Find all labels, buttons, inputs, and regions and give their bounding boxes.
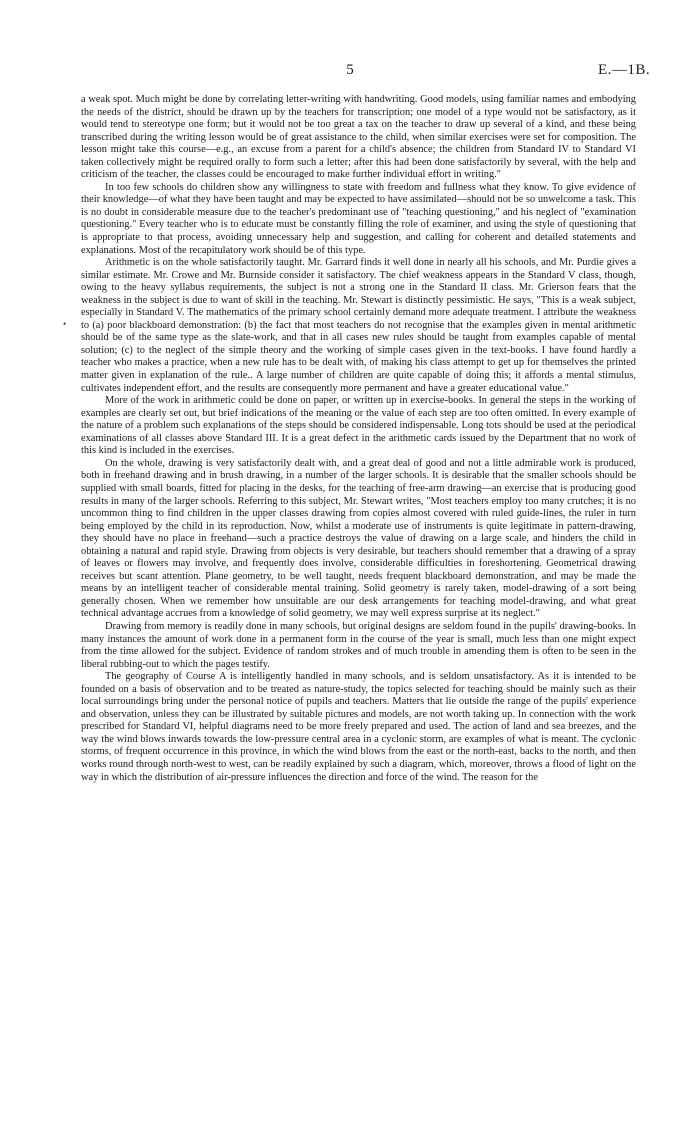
page-header [0,62,700,82]
document-reference: E.—1B. [598,62,651,78]
paragraph: In too few schools do children show any willingness to state with freedom and fullness what they know. To give evidence of their knowledge—of what they have been taught and may be expected to have assimilated—should not be so unwelcome a task. This is no doubt in considerable measure due to the teacher's predominant use of "teaching questioning," and his neglect of "examination questioning." Every teacher who is to educate must be constantly filling the role of examiner, and using the style of questioning that is appropriate to that process, avoiding unnecessary help and suggestion, and calling for coherent and detailed statements and explanations. Most of the recapitulatory work should be of this type. [81,181,636,256]
body-text [81,94,636,784]
paragraph: On the whole, drawing is very satisfactorily dealt with, and a great deal of good and not a little admirable work is produced, both in freehand drawing and in brush drawing, in a number of the larger schools. It is desirable that the smaller schools should be supplied with small boards, fitted for placing in the desks, for the teaching of free-arm drawing—an exercise that is producing good results in many of the larger schools. Referring to this subject, Mr. Stewart writes, "Most teachers employ too many crutches; it is no uncommon thing to find children in the upper classes drawing from copies almost covered with ruled guide-lines, the ruler in turn being employed by the child in its reproduction. Now, whilst a moderate use of instruments is quite legitimate in pattern-drawing, they should have no place in freehand—such a practice destroys the value of drawing on a large scale, and hinders the child in obtaining a natural and rapid style. Drawing from objects is very desirable, but teachers should remember that a drawing of a spray of leaves or flowers may involve, and frequently does involve, considerable difficulties in foreshortening. Geometrical drawing receives but scant attention. Plane geometry, to be well taught, needs frequent blackboard demonstration, and may be made the means by an intelligent teacher of considerable mental training. Solid geometry is rarely taken, model-drawing of a sort being generally chosen. When we remember how unsuitable are our desk arrangements for teaching model-drawing, and what great technical advantage accrues from a knowledge of solid geometry, we may well express surprise at its neglect." [81,457,636,620]
paragraph: The geography of Course A is intelligently handled in many schools, and is seldom unsatisfactory. As it is intended to be founded on a basis of observation and to be treated as nature-study, the topics selected for teaching should be mainly such as their local surroundings bring under the personal notice of pupils and teachers. Matters that lie outside the range of the pupils' experience and observation, unless they can be illustrated by suitable pictures and models, are not worth taking up. In connection with the work prescribed for Standard VI, helpful diagrams need to be more freely prepared and used. The action of land and sea breezes, and the way the wind blows inwards towards the low-pressure central area in a cyclonic storm, are examples of what is meant. The cyclonic storms, of frequent occurrence in this province, in which the wind blows from the east or the north-east, backs to the north, and then works round through north-west to west, can be readily explained by such a diagram, which, moreover, throws a flood of light on the way in which the distribution of air-pressure influences the direction and force of the wind. The reason for the [81,671,636,783]
margin-dot: • [63,319,67,329]
page-number: 5 [346,62,354,78]
paragraph: Arithmetic is on the whole satisfactorily taught. Mr. Garrard finds it well done in nearly all his schools, and Mr. Purdie gives a similar estimate. Mr. Crowe and Mr. Burnside consider it satisfactory. The chief weakness appears in the Standard V class, though, owing to the heavy syllabus requirements, the subject is not a strong one in the Standard II class. Mr. Grierson fears that the weakness in the subject is due to want of skill in the teaching. Mr. Stewart is distinctly pessimistic. He says, "This is a weak subject, especially in Standard V. The mathematics of the primary school certainly demand more adequate treatment. I attribute the weakness to (a) poor blackboard demonstration: (b) the fact that most teachers do not recognise that the examples given in mental arithmetic should be of the same type as the slate-work, and that in all cases new rules should be taught from examples capable of mental solution; (c) to the neglect of the simple theory and the working of simple cases given in the text-books. I have found hardly a teacher who makes a practice, when a new rule has to be dealt with, of making his class attempt to get up for themselves the printed matter given in explanation of the rule.. A large number of children are quite capable of doing this; it affords a mental stimulus, cultivates independent effort, and the results are consequently more permanent and have a greater educational value." [81,257,636,394]
paragraph: Drawing from memory is readily done in many schools, but original designs are seldom found in the pupils' drawing-books. In many instances the amount of work done in a permanent form in the course of the year is small, much less than one might expect from the time allowed for the subject. Evidence of random strokes and of much trouble in amending them is often to be seen in the liberal rubbing-out to which the pages testify. [81,620,636,670]
paragraph: a weak spot. Much might be done by correlating letter-writing with handwriting. Good models, using familiar names and embodying the needs of the district, should be drawn up by the teachers for transcription; one model of a type would not be satisfactory, as it would tend to stereotype one form; but it would not be too great a tax on the teacher to draw up several of a kind, and these being transcribed during the writing lesson would be of great assistance to the child, when similar exercises were set for composition. The lesson might take this course—e.g., an excuse from a parent for a child's absence; the children from Standard IV to Standard VI taken collectively might be required orally to form such a letter; after this had been done satisfactorily by several, with the help and criticism of the teacher, the classes could be encouraged to make further individual effort in writing." [81,94,636,181]
paragraph: More of the work in arithmetic could be done on paper, or written up in exercise-books. In general the steps in the working of examples are clearly set out, but brief indications of the meaning or the value of each step are too often omitted. In every example of the nature of a problem such explanations of the steps should be considered indispensable. Long tots should be used at the periodical examinations of all classes above Standard III. It is a great defect in the arithmetic cards issued by the Department that no work of this kind is included in the exercises. [81,395,636,457]
